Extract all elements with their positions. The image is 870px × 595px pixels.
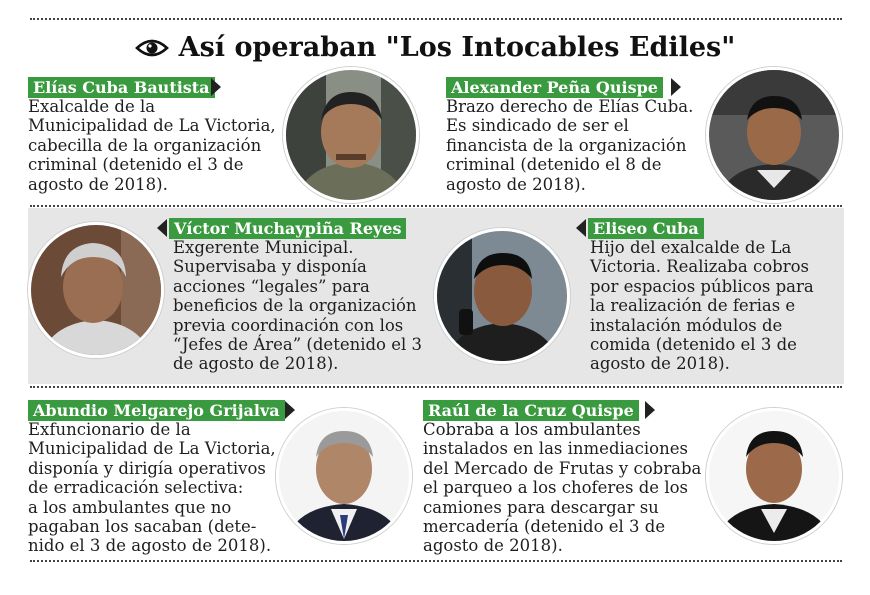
arrow-right-icon	[645, 401, 655, 419]
row-divider	[30, 386, 842, 388]
arrow-right-icon	[211, 78, 221, 96]
person-description: Brazo derecho de Elías Cuba. Es sindicado de ser el financista de la organización criminal (detenido el 8 de agosto de 2018).	[446, 97, 694, 194]
bottom-divider	[30, 560, 842, 562]
row-divider	[30, 205, 842, 207]
person-name: Abundio Melgarejo Grijalva	[28, 400, 285, 421]
person-name: Alexander Peña Quispe	[446, 77, 663, 98]
portrait-photo	[276, 408, 412, 544]
arrow-right-icon	[671, 78, 681, 96]
arrow-left-icon	[157, 219, 167, 237]
person-name: Eliseo Cuba	[588, 218, 704, 239]
eye-icon	[135, 37, 169, 59]
person-description: Exfuncionario de la Municipalidad de La Victoria, disponía y dirigía operativos de erradicación selectiva: a los ambulantes que no pagaban los sacaban (dete- nido el 3 de agosto de 2018).	[28, 420, 276, 556]
portrait-photo	[706, 408, 842, 544]
person-name: Elías Cuba Bautista	[28, 77, 215, 98]
page-title	[0, 32, 870, 63]
top-divider	[30, 18, 842, 20]
person-name: Raúl de la Cruz Quispe	[423, 400, 639, 421]
arrow-right-icon	[285, 401, 295, 419]
title-text: Así operaban "Los Intocables Ediles"	[178, 32, 736, 63]
person-description: Exgerente Municipal. Supervisaba y disponía acciones “legales” para beneficios de la organización previa coordinación con los “Jefes de Área” (detenido el 3 de agosto de 2018).	[173, 238, 423, 374]
person-description: Hijo del exalcalde de La Victoria. Realizaba cobros por espacios públicos para la realización de ferias e instalación módulos de comida (detenido el 3 de agosto de 2018).	[590, 238, 814, 374]
person-name: Víctor Muchaypiña Reyes	[169, 218, 406, 239]
person-description: Exalcalde de la Municipalidad de La Victoria, cabecilla de la organización criminal (detenido el 3 de agosto de 2018).	[28, 97, 276, 194]
portrait-photo	[434, 228, 570, 364]
arrow-left-icon	[576, 219, 586, 237]
portrait-photo	[28, 222, 164, 358]
portrait-photo	[283, 67, 419, 203]
person-description: Cobraba a los ambulantes instalados en las inmediaciones del Mercado de Frutas y cobraba el parqueo a los choferes de los camiones para descargar su mercadería (detenido el 3 de agosto de 2018).	[423, 420, 702, 556]
portrait-photo	[706, 67, 842, 203]
